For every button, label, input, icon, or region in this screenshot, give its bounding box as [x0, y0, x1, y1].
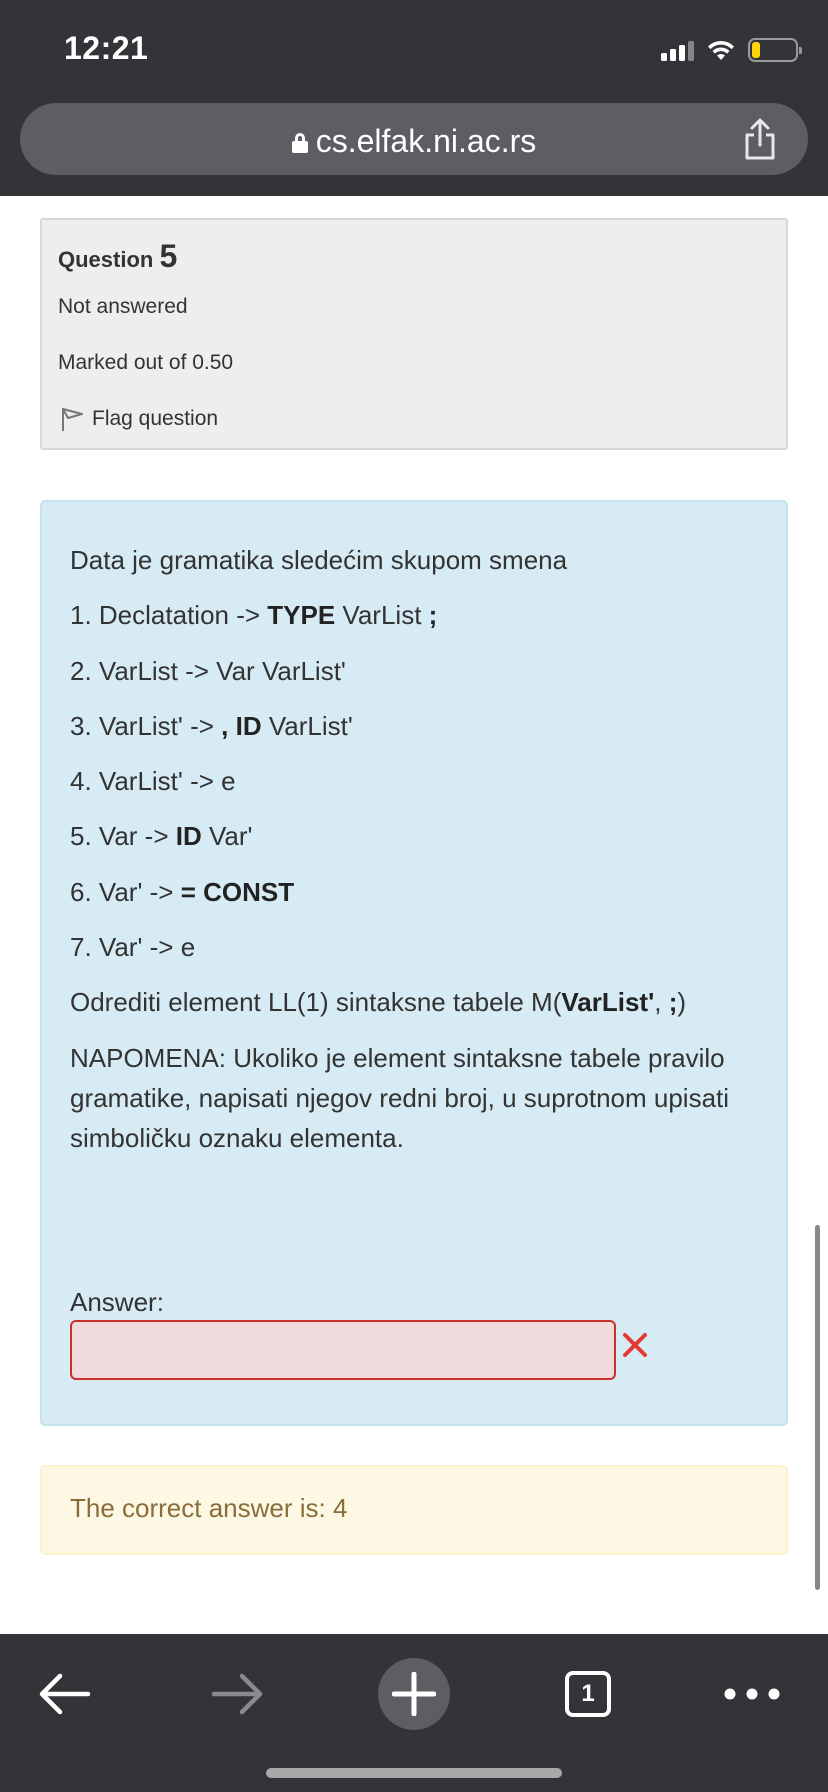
flag-icon — [58, 405, 86, 433]
incorrect-icon — [620, 1330, 650, 1360]
new-tab-button[interactable] — [374, 1654, 454, 1734]
status-bar — [0, 0, 828, 96]
question-status: Not answered — [58, 295, 188, 318]
question-title: Question 5 — [58, 238, 178, 274]
grammar-rules — [70, 595, 758, 967]
answer-input[interactable] — [70, 1320, 616, 1380]
grammar-rule: 6. Var' -> = CONST — [70, 876, 295, 907]
back-button[interactable] — [24, 1654, 104, 1734]
forward-button[interactable] — [198, 1654, 278, 1734]
flag-question-label: Flag question — [92, 407, 219, 430]
battery-icon — [748, 38, 798, 62]
flag-question-link[interactable] — [58, 405, 770, 433]
question-intro: Data je gramatika sledećim skupom smena — [70, 545, 568, 575]
tab-count: 1 — [565, 1671, 611, 1717]
grammar-rule: 3. VarList' -> , ID VarList' — [70, 710, 353, 741]
battery-level — [752, 42, 760, 58]
grammar-rule: 5. Var -> ID Var' — [70, 821, 253, 852]
share-icon[interactable] — [740, 117, 780, 161]
question-mark: Marked out of 0.50 — [58, 351, 234, 374]
question-task: Odrediti element LL(1) sintaksne tabele M(VarList', ;) — [70, 987, 687, 1018]
grammar-rule: 4. VarList' -> e — [70, 766, 236, 797]
forward-arrow-icon — [210, 1672, 266, 1716]
browser-address-area — [0, 96, 828, 196]
correct-answer-feedback: The correct answer is: 4 — [40, 1465, 788, 1555]
scrollbar[interactable] — [815, 1225, 820, 1590]
url-text: cs.elfak.ni.ac.rs — [315, 123, 537, 159]
grammar-rule: 7. Var' -> e — [70, 932, 196, 963]
plus-icon — [392, 1672, 436, 1716]
cellular-signal-icon — [661, 39, 694, 61]
grammar-rule: 2. VarList -> Var VarList' — [70, 655, 346, 686]
back-arrow-icon — [36, 1672, 92, 1716]
question-info-panel — [40, 218, 788, 450]
question-number: 5 — [159, 238, 178, 274]
tabs-button[interactable] — [548, 1654, 628, 1734]
home-indicator[interactable] — [266, 1768, 562, 1778]
more-options-button[interactable] — [712, 1654, 792, 1734]
more-dots-icon — [724, 1688, 780, 1700]
grammar-rule: 1. Declatation -> TYPE VarList ; — [70, 600, 438, 631]
question-content — [40, 500, 788, 1426]
status-icons — [661, 36, 798, 64]
address-bar[interactable] — [20, 103, 808, 175]
status-time: 12:21 — [64, 30, 149, 66]
wifi-icon — [706, 39, 736, 61]
answer-label: Answer: — [70, 1287, 164, 1317]
question-note: NAPOMENA: Ukoliko je element sintaksne tabele pravilo gramatike, napisati njegov redni broj, u suprotnom upisati simboličku oznaku elementa. — [70, 1042, 730, 1154]
lock-icon — [292, 133, 308, 153]
